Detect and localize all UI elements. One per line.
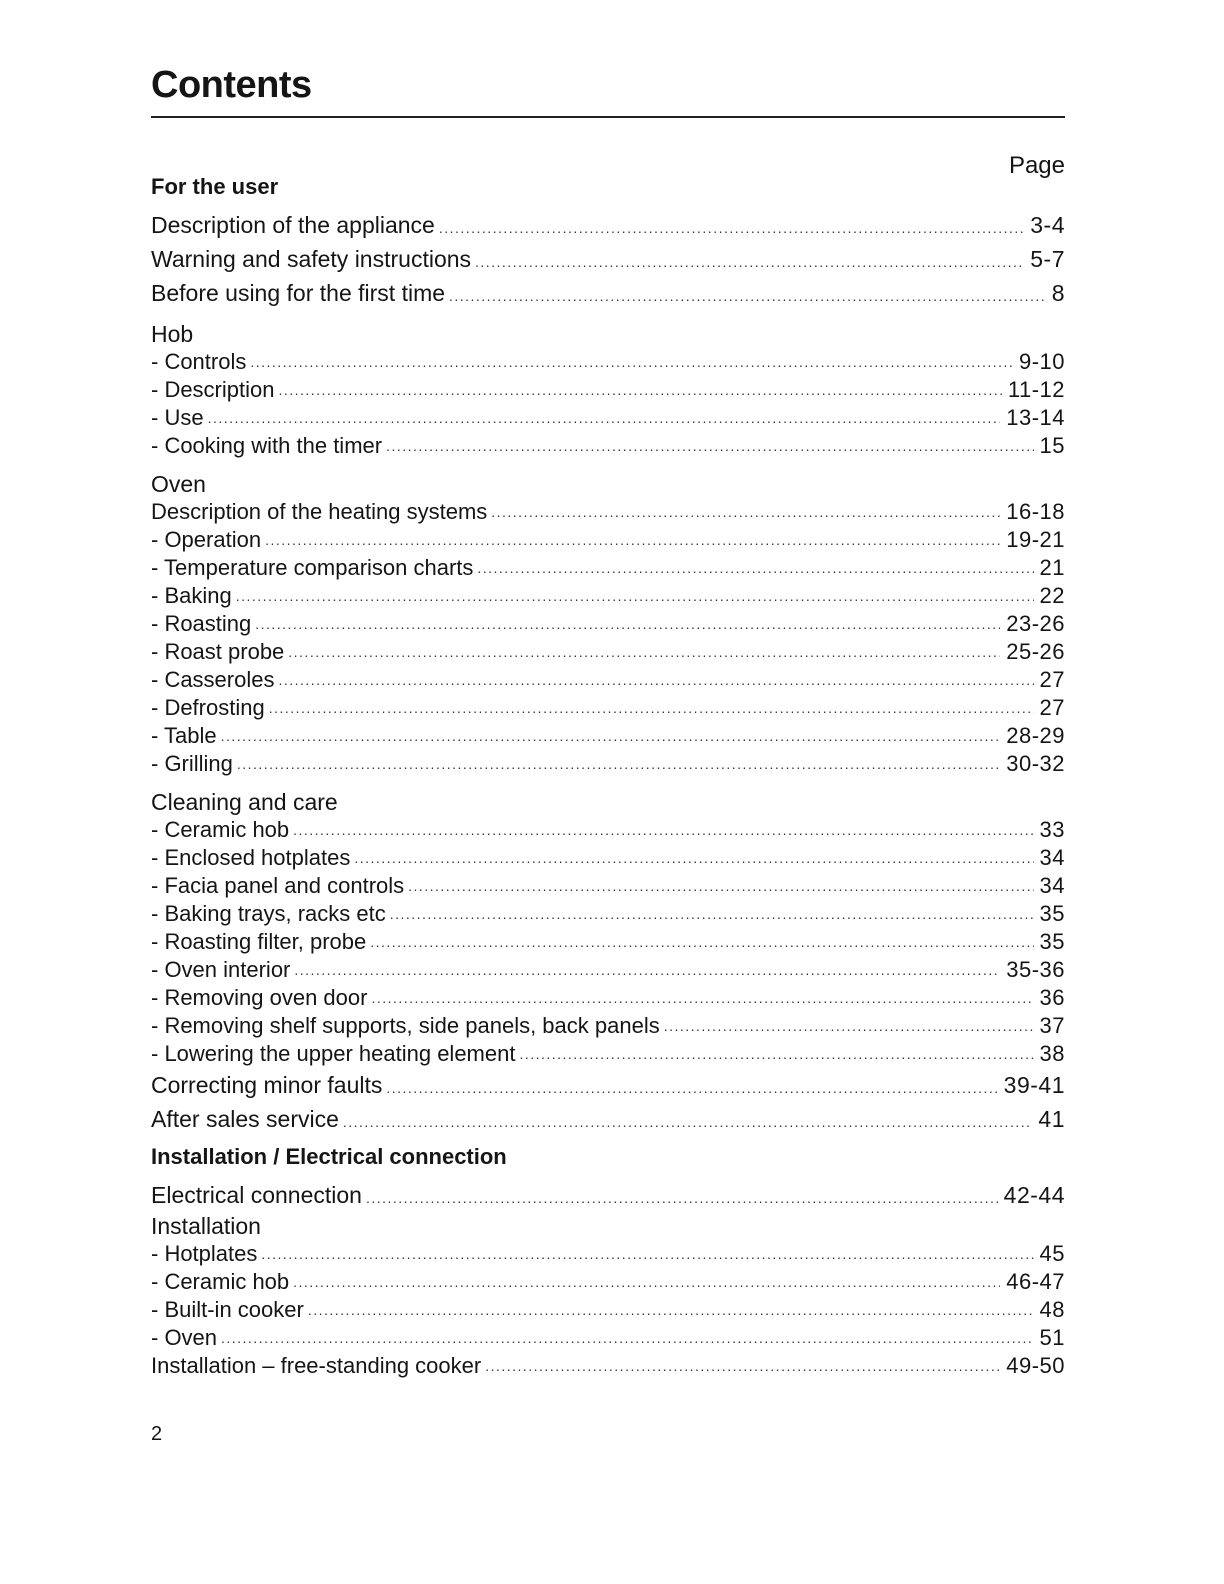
toc-entry-label: - Casseroles	[151, 667, 275, 692]
toc-entry-label: Description of the appliance	[151, 212, 435, 238]
dot-leader	[278, 376, 1001, 404]
toc-entry-label: - Baking	[151, 583, 232, 608]
toc-entry-page: 41	[1038, 1106, 1065, 1132]
toc-entry[interactable]	[151, 554, 1065, 582]
toc-entry-page: 16-18	[1006, 499, 1065, 524]
toc-entry-label: - Built-in cooker	[151, 1297, 304, 1322]
dot-leader	[664, 1012, 1034, 1040]
toc-entry[interactable]	[151, 694, 1065, 722]
toc-entry[interactable]	[151, 1040, 1065, 1068]
page-title: Contents	[151, 64, 312, 106]
toc-entry-label: Before using for the first time	[151, 280, 446, 306]
toc-entry-label: Warning and safety instructions	[151, 246, 472, 272]
dot-leader	[519, 1040, 1033, 1068]
toc-entry[interactable]	[151, 1102, 1065, 1136]
toc-entry[interactable]	[151, 1324, 1065, 1352]
toc-entry-page: 49-50	[1006, 1353, 1065, 1378]
dot-leader	[288, 638, 1000, 666]
toc-entry[interactable]	[151, 1268, 1065, 1296]
dot-leader	[491, 498, 1000, 526]
dot-leader	[449, 276, 1046, 310]
toc-entry[interactable]	[151, 872, 1065, 900]
page-number: 2	[151, 1423, 163, 1445]
toc-entry[interactable]	[151, 276, 1065, 310]
group-title-oven: Oven	[151, 471, 206, 497]
toc-entry-label: - Description	[151, 377, 275, 402]
toc-entry[interactable]	[151, 666, 1065, 694]
dot-leader	[294, 956, 1000, 984]
toc-entry-page: 3-4	[1030, 212, 1065, 238]
toc-entry[interactable]	[151, 928, 1065, 956]
toc-entry-label: - Removing oven door	[151, 985, 368, 1010]
section-heading-installation: Installation / Electrical connection	[151, 1144, 507, 1169]
toc-entry-label: - Enclosed hotplates	[151, 845, 351, 870]
table-of-contents	[151, 172, 1065, 1380]
toc-entry-label: - Grilling	[151, 751, 233, 776]
dot-leader	[439, 208, 1024, 242]
dot-leader	[236, 582, 1034, 610]
toc-entry-label: - Roast probe	[151, 639, 285, 664]
toc-entry[interactable]	[151, 348, 1065, 376]
dot-leader	[293, 1268, 1000, 1296]
toc-entry-label: - Lowering the upper heating element	[151, 1041, 516, 1066]
toc-entry-page: 36	[1039, 985, 1065, 1010]
toc-entry-page: 42-44	[1003, 1182, 1065, 1208]
toc-entry[interactable]	[151, 242, 1065, 276]
toc-entry-label: Installation – free-standing cooker	[151, 1353, 482, 1378]
toc-entry[interactable]	[151, 984, 1065, 1012]
toc-entry-label: - Roasting	[151, 611, 252, 636]
toc-entry-page: 23-26	[1006, 611, 1065, 636]
toc-entry-label: - Table	[151, 723, 217, 748]
toc-entry[interactable]	[151, 1240, 1065, 1268]
toc-entry-label: - Ceramic hob	[151, 1269, 290, 1294]
toc-entry[interactable]	[151, 582, 1065, 610]
toc-entry[interactable]	[151, 900, 1065, 928]
toc-entry-page: 28-29	[1006, 723, 1065, 748]
toc-entry-page: 19-21	[1006, 527, 1065, 552]
toc-entry[interactable]	[151, 1178, 1065, 1212]
toc-entry-page: 11-12	[1007, 377, 1065, 402]
toc-entry-page: 22	[1039, 583, 1065, 608]
toc-entry-page: 48	[1039, 1297, 1065, 1322]
toc-entry[interactable]	[151, 722, 1065, 750]
toc-entry-page: 45	[1039, 1241, 1065, 1266]
dot-leader	[371, 984, 1033, 1012]
dot-leader	[221, 722, 1001, 750]
group-title-cleaning: Cleaning and care	[151, 789, 338, 815]
toc-entry[interactable]	[151, 1352, 1065, 1380]
dot-leader	[237, 750, 1000, 778]
toc-entry[interactable]	[151, 956, 1065, 984]
toc-entry-label: - Use	[151, 405, 204, 430]
toc-entry[interactable]	[151, 432, 1065, 460]
toc-entry-label: - Facia panel and controls	[151, 873, 405, 898]
toc-entry[interactable]	[151, 844, 1065, 872]
toc-entry-label: - Operation	[151, 527, 262, 552]
toc-entry[interactable]	[151, 1068, 1065, 1102]
dot-leader	[308, 1296, 1034, 1324]
toc-entry-page: 35	[1039, 901, 1065, 926]
toc-entry[interactable]	[151, 526, 1065, 554]
dot-leader	[370, 928, 1033, 956]
toc-entry[interactable]	[151, 638, 1065, 666]
group-title-installation: Installation	[151, 1213, 261, 1239]
toc-entry-page: 15	[1039, 433, 1065, 458]
title-rule	[151, 116, 1065, 118]
toc-entry[interactable]	[151, 1012, 1065, 1040]
toc-entry-page: 46-47	[1006, 1269, 1065, 1294]
toc-entry-label: - Hotplates	[151, 1241, 258, 1266]
dot-leader	[261, 1240, 1033, 1268]
dot-leader	[477, 554, 1033, 582]
dot-leader	[221, 1324, 1033, 1352]
toc-entry-page: 38	[1039, 1041, 1065, 1066]
toc-entry[interactable]	[151, 750, 1065, 778]
toc-entry-page: 51	[1039, 1325, 1065, 1350]
toc-entry-label: - Oven interior	[151, 957, 291, 982]
toc-entry-label: - Ceramic hob	[151, 817, 290, 842]
toc-entry-page: 37	[1039, 1013, 1065, 1038]
dot-leader	[354, 844, 1033, 872]
toc-entry-label: - Temperature comparison charts	[151, 555, 474, 580]
dot-leader	[475, 242, 1024, 276]
dot-leader	[293, 816, 1033, 844]
section-heading-user: For the user	[151, 174, 279, 199]
toc-entry-label: - Oven	[151, 1325, 218, 1350]
toc-entry-label: - Removing shelf supports, side panels, back panels	[151, 1013, 660, 1038]
toc-entry[interactable]	[151, 816, 1065, 844]
toc-entry-page: 30-32	[1006, 751, 1065, 776]
group-title-hob: Hob	[151, 321, 194, 347]
dot-leader	[485, 1352, 1000, 1380]
dot-leader	[366, 1178, 998, 1212]
dot-leader	[408, 872, 1033, 900]
toc-entry-label: After sales service	[151, 1106, 339, 1132]
toc-entry-page: 39-41	[1003, 1072, 1065, 1098]
dot-leader	[386, 1068, 997, 1102]
toc-entry-label: - Controls	[151, 349, 247, 374]
dot-leader	[269, 694, 1034, 722]
dot-leader	[343, 1102, 1033, 1136]
toc-entry-page: 33	[1039, 817, 1065, 842]
toc-entry-page: 21	[1039, 555, 1065, 580]
dot-leader	[390, 900, 1034, 928]
toc-entry-label: Correcting minor faults	[151, 1072, 383, 1098]
toc-entry[interactable]	[151, 376, 1065, 404]
toc-entry[interactable]	[151, 498, 1065, 526]
toc-entry-page: 13-14	[1006, 405, 1065, 430]
dot-leader	[265, 526, 1000, 554]
toc-entry-label: Description of the heating systems	[151, 499, 488, 524]
dot-leader	[250, 348, 1013, 376]
toc-entry-label: Electrical connection	[151, 1182, 362, 1208]
toc-entry[interactable]	[151, 610, 1065, 638]
toc-entry-page: 27	[1039, 667, 1065, 692]
toc-entry-page: 5-7	[1030, 246, 1065, 272]
toc-entry[interactable]	[151, 404, 1065, 432]
toc-entry[interactable]	[151, 208, 1065, 242]
toc-entry-page: 27	[1039, 695, 1065, 720]
toc-entry-label: - Roasting filter, probe	[151, 929, 367, 954]
toc-entry-label: - Defrosting	[151, 695, 265, 720]
toc-entry-page: 35	[1039, 929, 1065, 954]
toc-entry-page: 9-10	[1018, 349, 1065, 374]
toc-entry-page: 25-26	[1006, 639, 1065, 664]
toc-entry-page: 34	[1039, 845, 1065, 870]
dot-leader	[278, 666, 1033, 694]
dot-leader	[255, 610, 1000, 638]
dot-leader	[208, 404, 1001, 432]
dot-leader	[386, 432, 1033, 460]
toc-entry-page: 8	[1051, 280, 1065, 306]
toc-entry-page: 35-36	[1006, 957, 1065, 982]
page-column-label: Page	[1008, 152, 1065, 179]
toc-entry-page: 34	[1039, 873, 1065, 898]
toc-entry[interactable]	[151, 1296, 1065, 1324]
toc-entry-label: - Baking trays, racks etc	[151, 901, 386, 926]
toc-entry-label: - Cooking with the timer	[151, 433, 383, 458]
